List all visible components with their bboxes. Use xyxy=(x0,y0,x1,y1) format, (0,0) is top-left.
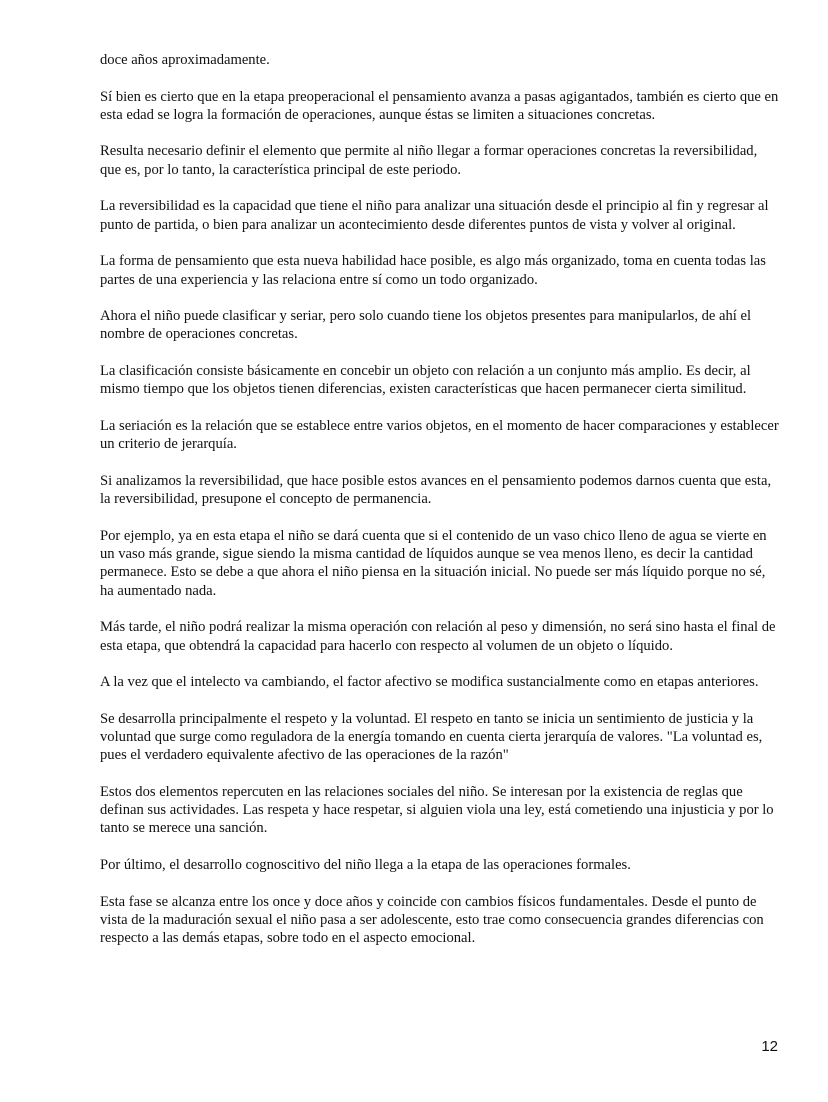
paragraph: Estos dos elementos repercuten en las relaciones sociales del niño. Se interesan por la existencia de reglas que definan sus actividades. Las respeta y hace respetar, si alguien viola una ley, está cometiendo una injusticia y por lo tanto se merece una sanción. xyxy=(100,783,774,837)
paragraph: La seriación es la relación que se establece entre varios objetos, en el momento de hacer comparaciones y establecer un criterio de jerarquía. xyxy=(100,417,779,453)
paragraph: Esta fase se alcanza entre los once y doce años y coincide con cambios físicos fundamentales. Desde el punto de vista de la maduración sexual el niño pasa a ser adolescente, esto trae como consecuencia grandes diferencias con respecto a las demás etapas, sobre todo en el aspecto emocional. xyxy=(100,893,764,947)
paragraph: Resulta necesario definir el elemento que permite al niño llegar a formar operaciones concretas la reversibilidad, que es, por lo tanto, la característica principal de este periodo. xyxy=(100,143,758,178)
paragraph: A la vez que el intelecto va cambiando, el factor afectivo se modifica sustancialmente como en etapas anteriores. xyxy=(100,674,759,691)
paragraph: Por último, el desarrollo cognoscitivo del niño llega a la etapa de las operaciones formales. xyxy=(100,857,631,874)
paragraph: Más tarde, el niño podrá realizar la misma operación con relación al peso y dimensión, no será sino hasta el final de esta etapa, que obtendrá la capacidad para hacerlo con respecto al volumen de un objeto o líquido. xyxy=(100,619,776,654)
paragraph: La forma de pensamiento que esta nueva habilidad hace posible, es algo más organizado, toma en cuenta todas las partes de una experiencia y las relaciona entre sí como un todo organizado. xyxy=(100,253,766,288)
document-body xyxy=(100,51,780,966)
paragraph: La reversibilidad es la capacidad que tiene el niño para analizar una situación desde el principio al fin y regresar al punto de partida, o bien para analizar un acontecimiento desde diferentes puntos de vista y volver al original. xyxy=(100,198,769,233)
paragraph: Si analizamos la reversibilidad, que hace posible estos avances en el pensamiento podemos darnos cuenta que esta, la reversibilidad, presupone el concepto de permanencia. xyxy=(100,472,772,508)
page-number: 12 xyxy=(761,1038,778,1055)
paragraph: Ahora el niño puede clasificar y seriar, pero solo cuando tiene los objetos presentes para manipularlos, de ahí el nombre de operaciones concretas. xyxy=(100,308,752,343)
paragraph: Por ejemplo, ya en esta etapa el niño se dará cuenta que si el contenido de un vaso chico lleno de agua se vierte en un vaso más grande, sigue siendo la misma cantidad de líquidos aunque se vea menos lleno, es decir la cantidad permanece. Esto se debe a que ahora el niño piensa en la situación inicial. No puede ser más líquido porque no sé, ha aumentado nada. xyxy=(100,527,767,599)
paragraph: doce años aproximadamente. xyxy=(100,52,270,68)
paragraph: La clasificación consiste básicamente en concebir un objeto con relación a un conjunto más amplio. Es decir, al mismo tiempo que los objetos tienen diferencias, existen características que hacen permanecer cierta similitud. xyxy=(100,363,751,398)
paragraph: Se desarrolla principalmente el respeto y la voluntad. El respeto en tanto se inicia un sentimiento de justicia y la voluntad que surge como reguladora de la energía tomando en cuenta cierta jerarquía de valores. "La voluntad es, pues el verdadero equivalente afectivo de las operaciones de la razón" xyxy=(100,710,763,764)
paragraph: Sí bien es cierto que en la etapa preoperacional el pensamiento avanza a pasas agigantados, también es cierto que en esta edad se logra la formación de operaciones, aunque éstas se limiten a situaciones concretas. xyxy=(100,88,779,123)
